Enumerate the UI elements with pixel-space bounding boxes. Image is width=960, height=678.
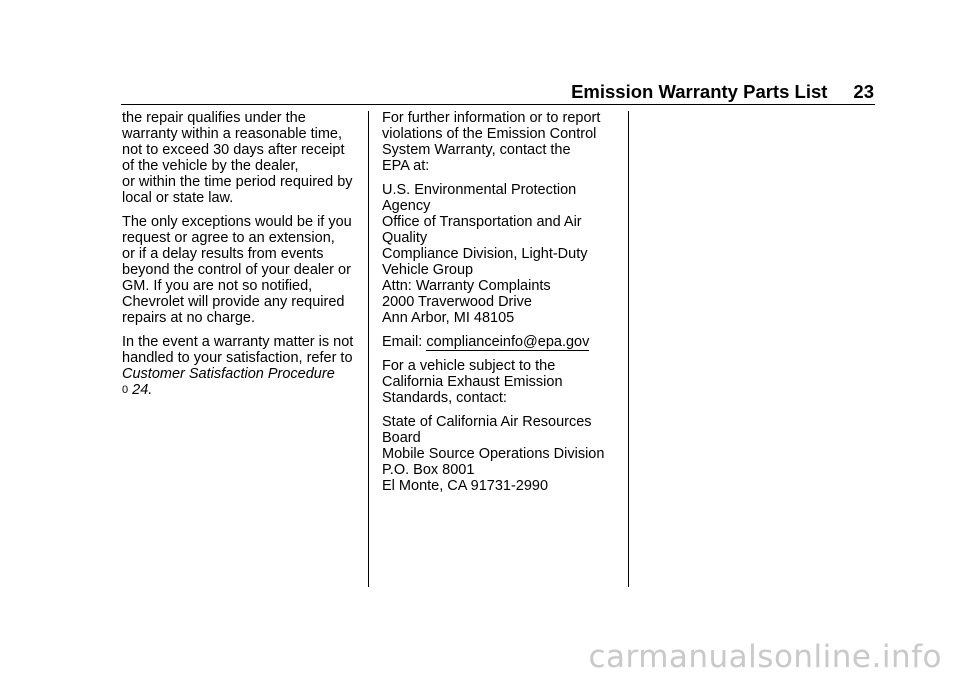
cross-reference-link[interactable]: Customer Satisfaction Procedure [122,366,335,382]
page-number: 23 [853,81,874,102]
column-divider-right [628,111,629,587]
text-line: warranty within a reasonable time, [122,126,343,142]
address-line: Mobile Source Operations Division [382,446,605,462]
paragraph-warranty-matter [122,334,362,398]
address-epa [382,182,622,326]
page-header [0,80,874,104]
text-line: For further information or to report [382,110,601,126]
address-line: Attn: Warranty Complaints [382,278,551,294]
paragraph-california [382,358,622,406]
address-line: Quality [382,230,428,246]
address-line: Ann Arbor, MI 48105 [382,310,515,326]
paragraph-repair-qualifies [122,110,362,206]
email-label: Email: [382,334,423,350]
text-line: In the event a warranty matter is not [122,334,354,350]
column-middle [382,110,622,502]
text-line: or if a delay results from events [122,246,324,262]
address-line: Compliance Division, Light-Duty [382,246,588,262]
email-link[interactable]: complianceinfo@epa.gov [426,334,590,350]
address-line: Vehicle Group [382,262,474,278]
column-divider-left [368,111,369,587]
text-line: not to exceed 30 days after receipt [122,142,345,158]
header-rule [121,104,875,105]
paragraph-exceptions [122,214,362,326]
text-line: of the vehicle by the dealer, [122,158,299,174]
text-line: violations of the Emission Control [382,126,597,142]
cross-reference-page-number: 24. [132,382,153,398]
text-line: California Exhaust Emission [382,374,563,390]
text-line: The only exceptions would be if you [122,214,352,230]
text-line: request or agree to an extension, [122,230,335,246]
section-title: Emission Warranty Parts List [571,81,828,102]
text-line: Standards, contact: [382,390,507,406]
text-line: For a vehicle subject to the [382,358,556,374]
text-line: or within the time period required by [122,174,353,190]
address-line: El Monte, CA 91731-2990 [382,478,549,494]
column-left [122,110,362,406]
text-line: EPA at: [382,158,430,174]
address-carb [382,414,622,494]
text-line: GM. If you are not so notified, [122,278,313,294]
address-line: State of California Air Resources [382,414,592,430]
address-line: P.O. Box 8001 [382,462,475,478]
address-line: Office of Transportation and Air [382,214,582,230]
text-line: the repair qualifies under the [122,110,306,126]
text-line: handled to your satisfaction, refer to [122,350,353,366]
text-line: local or state law. [122,190,234,206]
text-line: beyond the control of your dealer or [122,262,351,278]
watermark: carmanualsonline.info [588,639,942,675]
email-paragraph [382,334,622,350]
text-line: Chevrolet will provide any required [122,294,345,310]
paragraph-further-information [382,110,622,174]
address-line: U.S. Environmental Protection [382,182,577,198]
address-line: Agency [382,198,431,214]
page-reference-icon: 0 [122,384,129,396]
text-line: System Warranty, contact the [382,142,571,158]
text-line: repairs at no charge. [122,310,255,326]
cross-reference-page[interactable] [122,382,362,398]
address-line: Board [382,430,421,446]
address-line: 2000 Traverwood Drive [382,294,532,310]
